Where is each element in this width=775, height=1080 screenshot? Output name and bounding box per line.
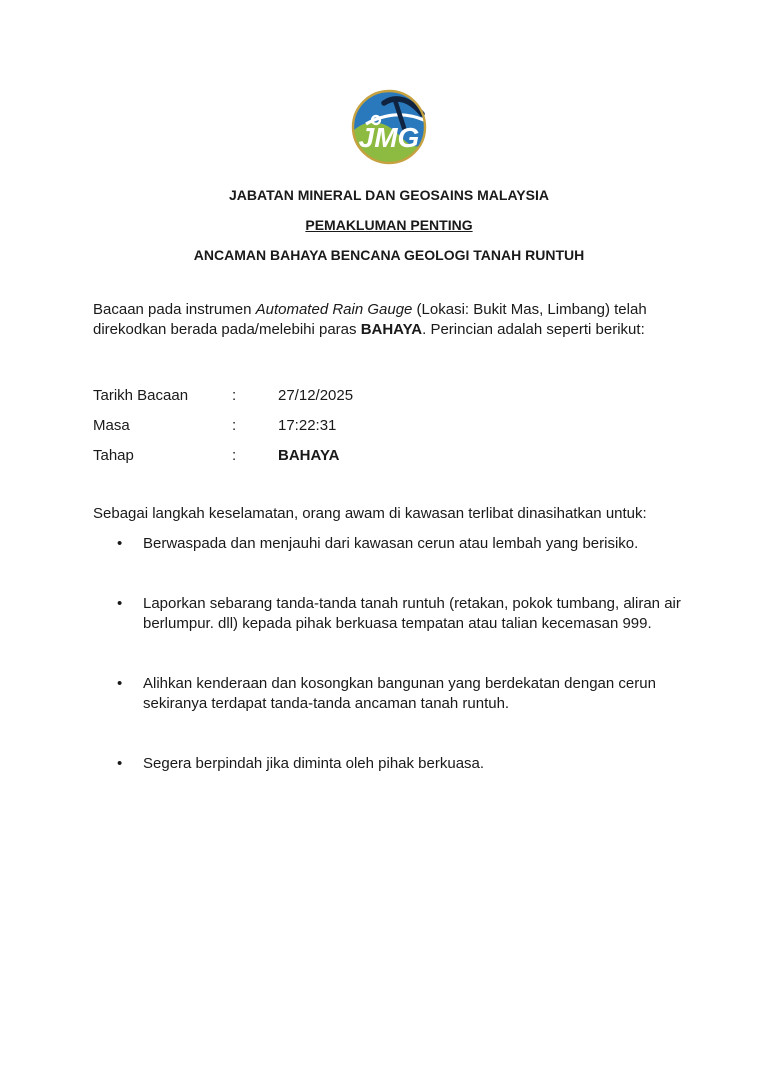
instrument-name: Automated Rain Gauge (255, 301, 413, 318)
intro-text-end: . Perincian adalah seperti berikut: (422, 321, 645, 338)
detail-label: Tahap (93, 447, 134, 464)
advice-list (93, 534, 685, 774)
bullet-icon: • (117, 675, 123, 692)
org-name-heading: JABATAN MINERAL DAN GEOSAINS MALAYSIA (229, 187, 549, 203)
hazard-level-inline: BAHAYA (360, 321, 423, 338)
details-table (93, 386, 685, 476)
intro-text-start: Bacaan pada instrumen (93, 301, 256, 318)
intro-paragraph (93, 300, 685, 340)
advice-item-text: Berwaspada dan menjauhi dari kawasan cerun atau lembah yang berisiko. (143, 535, 639, 552)
detail-colon: : (232, 447, 237, 464)
advice-item-text: Alihkan kenderaan dan kosongkan bangunan yang berdekatan dengan cerun sekiranya terdapat tanda-tanda ancaman tanah runtuh. (143, 675, 656, 712)
detail-label: Masa (93, 417, 130, 434)
detail-colon: : (232, 387, 237, 404)
advice-item-text: Segera berpindah jika diminta oleh pihak berkuasa. (143, 755, 485, 772)
advice-item (93, 594, 685, 634)
subject-heading: ANCAMAN BAHAYA BENCANA GEOLOGI TANAH RUNTUH (193, 247, 585, 263)
jmg-logo-icon (350, 88, 428, 166)
logo-container (93, 88, 685, 166)
bullet-icon: • (117, 595, 123, 612)
detail-value-date: 27/12/2025 (278, 387, 354, 404)
detail-label: Tarikh Bacaan (93, 387, 189, 404)
intro-text-mid: (Lokasi: Bukit Mas, Limbang) telah direkodkan berada pada/melebihi paras (93, 301, 647, 338)
detail-value-level: BAHAYA (278, 447, 340, 464)
bullet-icon: • (117, 755, 123, 772)
logo-text: JMG (358, 122, 420, 153)
detail-value-time: 17:22:31 (278, 417, 337, 434)
advice-item (93, 534, 685, 554)
detail-row-time (93, 416, 685, 446)
detail-row-date (93, 386, 685, 416)
detail-row-level (93, 446, 685, 476)
advice-intro: Sebagai langkah keselamatan, orang awam di kawasan terlibat dinasihatkan untuk: (93, 505, 647, 522)
notice-title-heading: PEMAKLUMAN PENTING (305, 217, 473, 233)
detail-colon: : (232, 417, 237, 434)
bullet-icon: • (117, 535, 123, 552)
advice-item-text: Laporkan sebarang tanda-tanda tanah runtuh (retakan, pokok tumbang, aliran air berlumpur. dll) kepada pihak berkuasa tempatan atau talian kecemasan 999. (143, 595, 681, 632)
advice-item (93, 674, 685, 714)
advice-item (93, 754, 685, 774)
